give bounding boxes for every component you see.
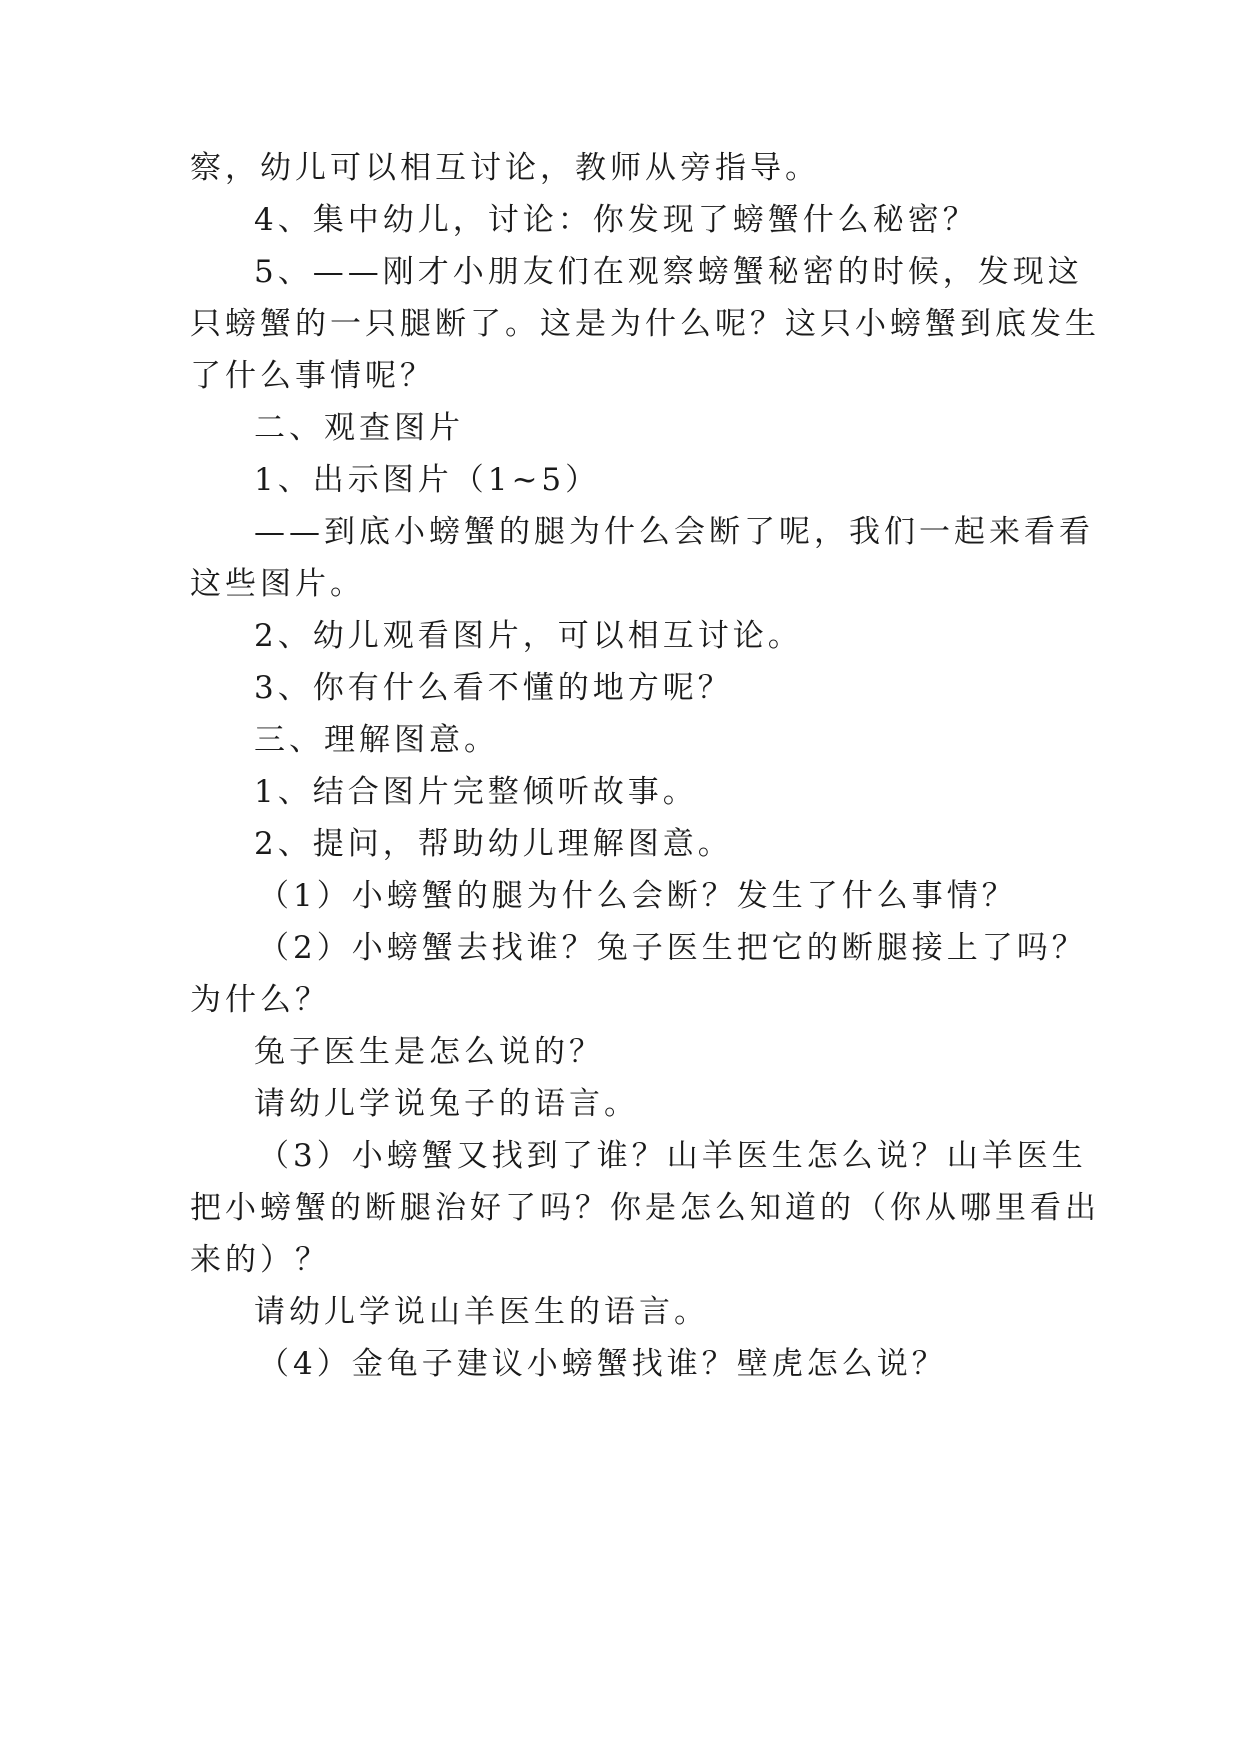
- text-line: 5、——刚才小朋友们在观察螃蟹秘密的时候，发现这: [254, 254, 1083, 290]
- section-heading: 三、理解图意。: [254, 722, 499, 758]
- text-line: 4、集中幼儿，讨论：你发现了螃蟹什么秘密？: [254, 202, 978, 238]
- text-line: 把小螃蟹的断腿治好了吗？你是怎么知道的（你从哪里看出: [190, 1190, 1100, 1226]
- text-line: 请幼儿学说山羊医生的语言。: [254, 1294, 709, 1330]
- text-line: 1、结合图片完整倾听故事。: [254, 774, 698, 810]
- section-heading: 二、观查图片: [254, 410, 464, 446]
- text-line: 请幼儿学说兔子的语言。: [254, 1086, 639, 1122]
- text-line: （2）小螃蟹去找谁？兔子医生把它的断腿接上了吗？: [258, 930, 1087, 966]
- text-line: 了什么事情呢？: [190, 358, 435, 394]
- text-line: 察，幼儿可以相互讨论，教师从旁指导。: [190, 150, 820, 186]
- text-line: 1、出示图片（1~5）: [254, 462, 601, 498]
- text-line: ——到底小螃蟹的腿为什么会断了呢，我们一起来看看: [254, 514, 1094, 550]
- text-line: 3、你有什么看不懂的地方呢？: [254, 670, 733, 706]
- text-line: 兔子医生是怎么说的？: [254, 1034, 604, 1070]
- text-line: 2、提问，帮助幼儿理解图意。: [254, 826, 733, 862]
- text-line: 这些图片。: [190, 566, 365, 602]
- text-line: （3）小螃蟹又找到了谁？山羊医生怎么说？山羊医生: [258, 1138, 1087, 1174]
- text-line: 来的）？: [190, 1242, 330, 1278]
- text-line: 只螃蟹的一只腿断了。这是为什么呢？这只小螃蟹到底发生: [190, 306, 1100, 342]
- text-line: 2、幼儿观看图片，可以相互讨论。: [254, 618, 803, 654]
- text-line: 为什么？: [190, 982, 330, 1018]
- text-line: （4）金龟子建议小螃蟹找谁？壁虎怎么说？: [258, 1346, 947, 1382]
- text-line: （1）小螃蟹的腿为什么会断？发生了什么事情？: [258, 878, 1017, 914]
